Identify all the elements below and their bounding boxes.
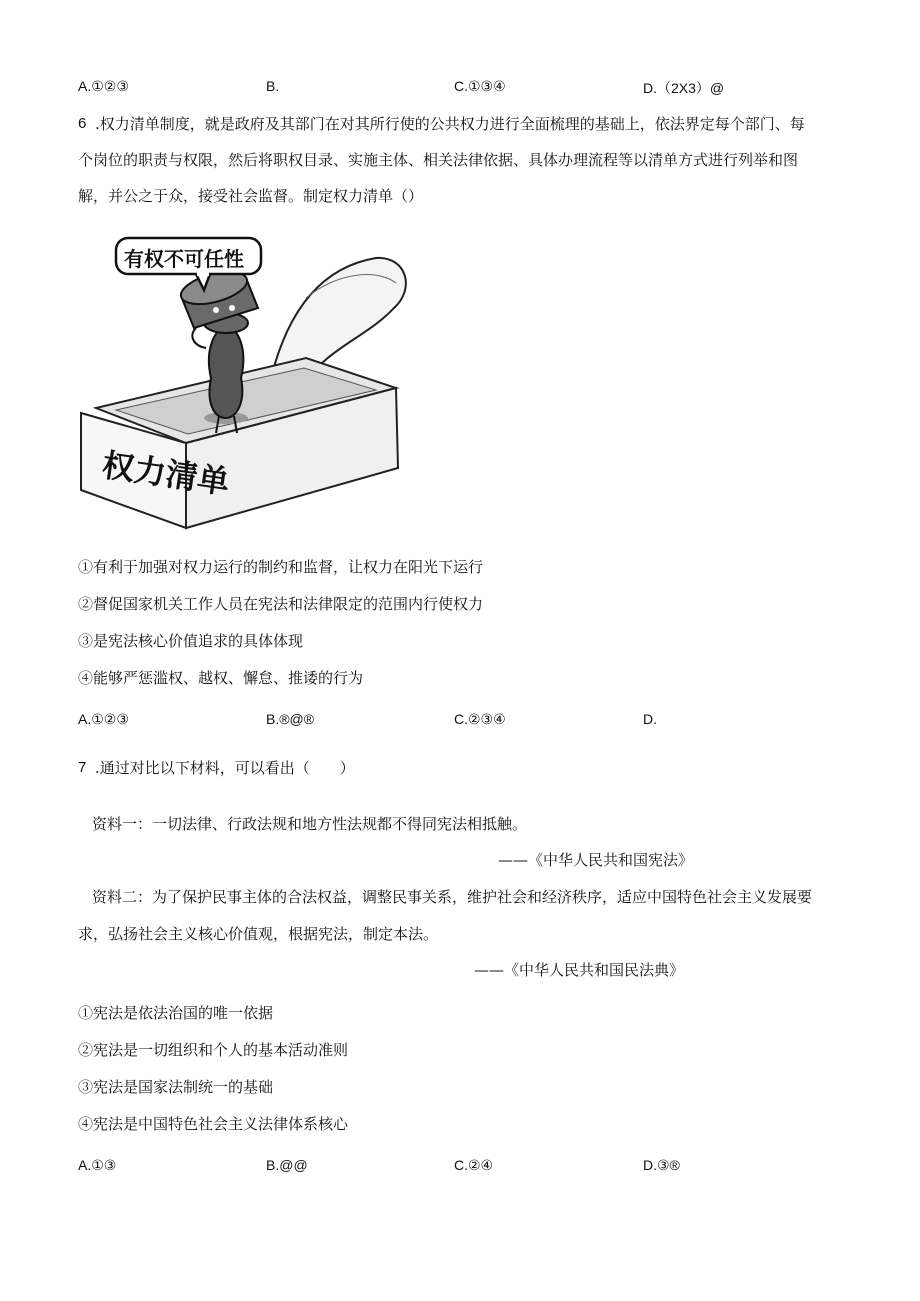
q5-option-c: C.①③④ (454, 78, 506, 94)
q7-material-2-line-2: 求，弘扬社会主义核心价值观，根据宪法，制定本法。 (78, 925, 439, 943)
q7-source-1: ——《中华人民共和国宪法》 (498, 851, 694, 869)
q6-option-d: D. (643, 711, 657, 727)
q7-option-a: A.①③ (78, 1157, 117, 1173)
q6-item-1: ①有利于加强对权力运行的制约和监督，让权力在阳光下运行 (78, 558, 484, 576)
q6-option-c: C.②③④ (454, 711, 506, 727)
q6-option-b: B.®@® (266, 711, 315, 727)
q5-option-d: D.（2X3）@ (643, 80, 725, 96)
cartoon-box-text: 权力清单 (99, 445, 232, 502)
q6-item-3: ③是宪法核心价值追求的具体体现 (78, 632, 304, 650)
q6-stem-line-3: 解，并公之于众，接受社会监督。制定权力清单（） (78, 187, 424, 205)
q7-option-b: B.@@ (266, 1157, 308, 1173)
q7-source-2: ——《中华人民共和国民法典》 (474, 961, 685, 979)
q6-stem-line-2: 个岗位的职责与权限，然后将职权目录、实施主体、相关法律依据、具体办理流程等以清单方式进行列举和图 (78, 151, 799, 169)
q6-option-a: A.①②③ (78, 711, 129, 727)
q6-number: 6 (78, 115, 87, 132)
q7-stem: .通过对比以下材料，可以看出（ ） (95, 759, 355, 777)
q7-number: 7 (78, 759, 87, 776)
q5-option-a: A.①②③ (78, 78, 129, 94)
q6-item-4: ④能够严惩滥权、越权、懈怠、推诿的行为 (78, 669, 364, 687)
cartoon-bubble-text: 有权不可任性 (124, 247, 244, 271)
q5-option-b: B. (266, 78, 280, 94)
q7-item-2: ②宪法是一切组织和个人的基本活动准则 (78, 1041, 349, 1059)
q7-option-d: D.③® (643, 1157, 680, 1173)
cartoon-power-list (76, 228, 416, 538)
q7-item-3: ③宪法是国家法制统一的基础 (78, 1078, 274, 1096)
q7-item-1: ①宪法是依法治国的唯一依据 (78, 1004, 274, 1022)
q7-material-1: 资料一：一切法律、行政法规和地方性法规都不得同宪法相抵触。 (92, 815, 528, 833)
q7-option-c: C.②④ (454, 1157, 494, 1173)
q6-stem-line-1: .权力清单制度，就是政府及其部门在对其所行使的公共权力进行全面梳理的基础上，依法界定每个部门、每 (95, 115, 805, 133)
q7-item-4: ④宪法是中国特色社会主义法律体系核心 (78, 1115, 349, 1133)
q7-material-2-line-1: 资料二：为了保护民事主体的合法权益，调整民事关系，维护社会和经济秩序，适应中国特色社会主义发展要 (92, 888, 813, 906)
cartoon-illustration (76, 228, 416, 538)
q6-item-2: ②督促国家机关工作人员在宪法和法律限定的范围内行使权力 (78, 595, 484, 613)
